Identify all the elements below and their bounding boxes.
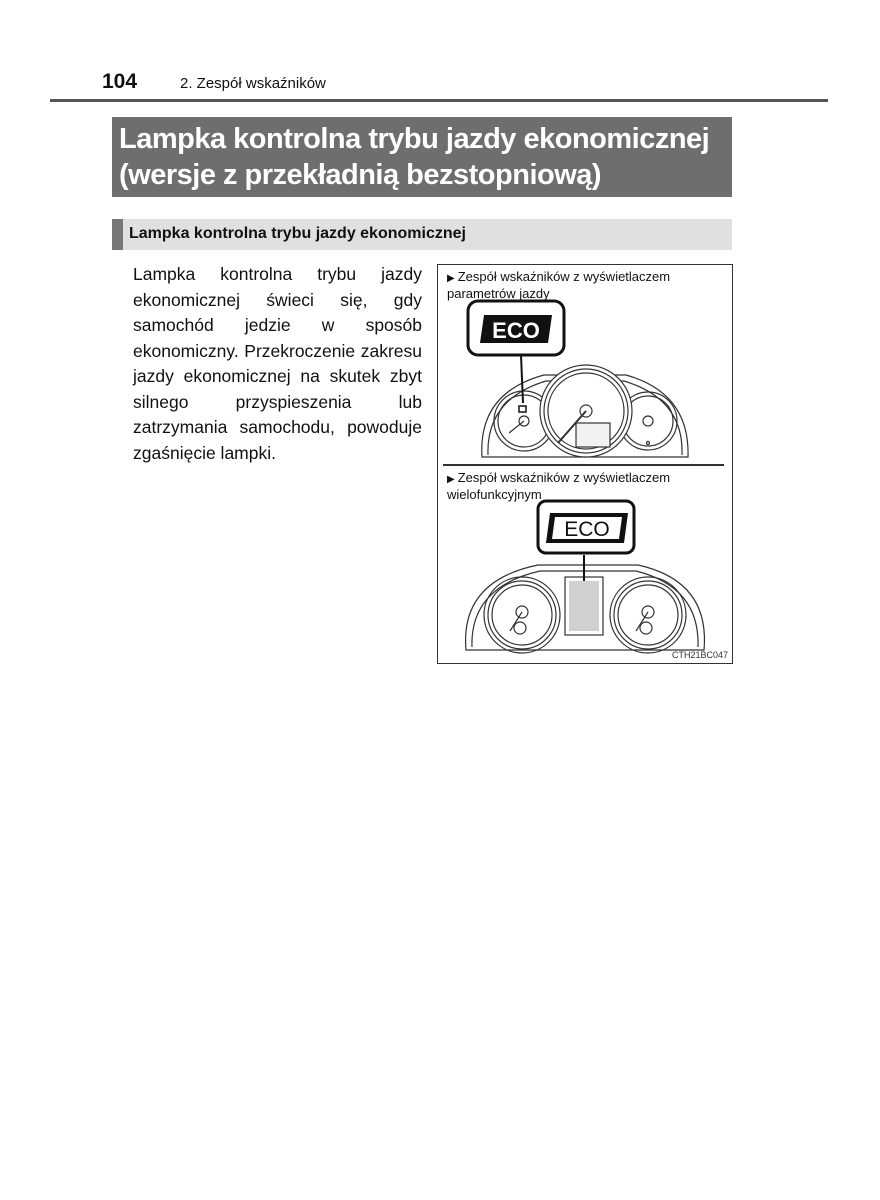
triangle-bullet-icon: ▶ (447, 474, 455, 485)
body-paragraph: Lampka kontrolna trybu jazdy ekonomicznej świeci się, gdy samochód jedzie w sposób ekonomiczny. Przekroczenie zakresu jazdy ekonomicznej na skutek zbyt silnego przyspieszenia lub zatrzymania samochodu, powoduje zgaśnięcie lampki. (133, 264, 422, 463)
figure-divider (443, 464, 724, 466)
subheading: Lampka kontrolna trybu jazdy ekonomicznej (112, 219, 732, 250)
page-number: 104 (102, 70, 138, 93)
header-rule (50, 99, 828, 102)
section-title-line1: Lampka kontrolna trybu jazdy ekonomicznej (119, 123, 710, 155)
triangle-bullet-icon: ▶ (447, 273, 455, 284)
figure-caption-2 (447, 470, 670, 502)
section-title (112, 117, 732, 197)
eco-label-1: ECO (492, 318, 540, 343)
section-title-line2: (wersje z przekładnią bezstopniową) (119, 159, 602, 191)
figure-caption-2-line1: Zespół wskaźników z wyświetlaczem (457, 470, 671, 485)
instrument-cluster-figure (437, 264, 733, 664)
eco-indicator-lamp (519, 406, 526, 412)
chapter-title: 2. Zespół wskaźników (180, 75, 326, 92)
figure-caption-2-line2: wielofunkcyjnym (447, 487, 542, 502)
figure-code: CTH21BC047 (671, 650, 728, 660)
figure-caption-1-line1: Zespół wskaźników z wyświetlaczem (457, 269, 671, 284)
cluster-1-drawing (482, 365, 688, 457)
figure-caption-1-line2: parametrów jazdy (447, 286, 550, 301)
cluster-2-drawing (466, 565, 705, 653)
eco-label-2: ECO (564, 518, 610, 541)
